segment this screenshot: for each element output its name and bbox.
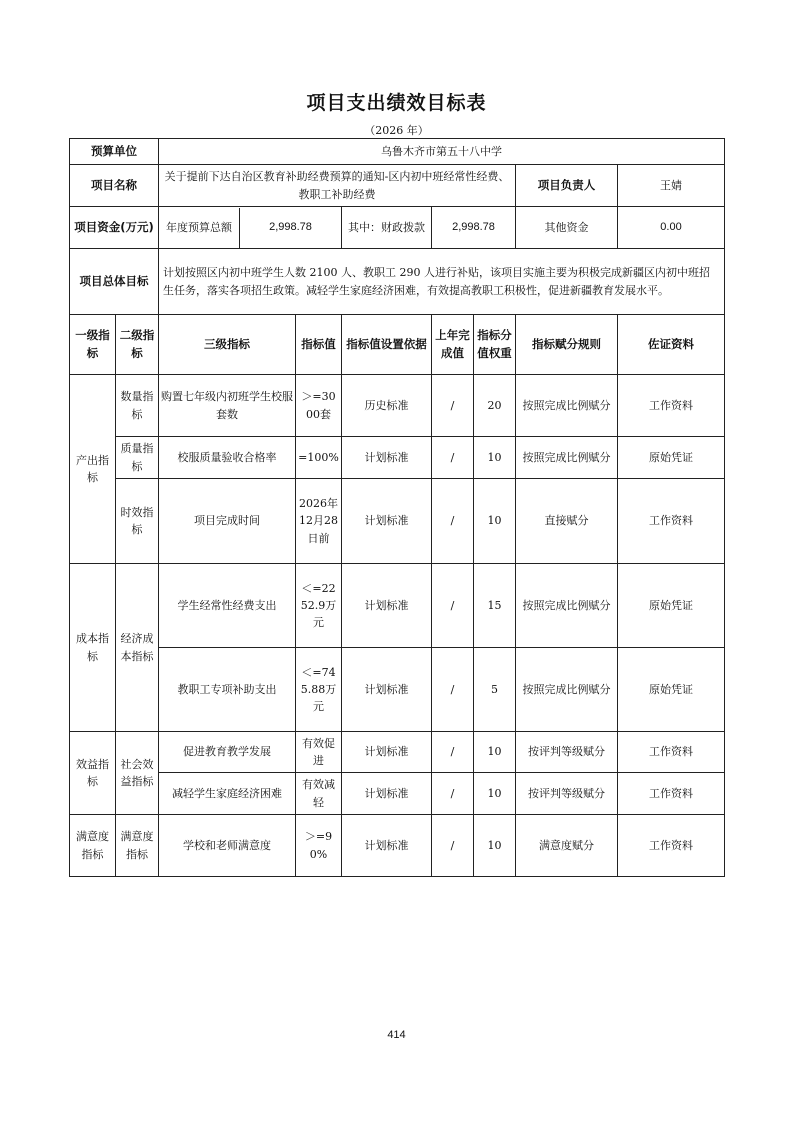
- row-basis: 计划标准: [342, 564, 432, 648]
- funds-row: [70, 207, 725, 249]
- row-rule: 按评判等级赋分: [516, 773, 618, 815]
- funds-fiscal-label: 其中：财政拨款: [342, 207, 432, 249]
- row-last: /: [432, 648, 474, 732]
- funds-fiscal-value: 2,998.78: [432, 207, 516, 249]
- row-last: /: [432, 564, 474, 648]
- funds-annual-label: 年度预算总额: [159, 208, 240, 248]
- row-lvl3: 购置七年级内初班学生校服套数: [159, 375, 296, 437]
- row-rule: 按评判等级赋分: [516, 732, 618, 773]
- row-value: ＜=2252.9万元: [296, 564, 342, 648]
- unit-value: 乌鲁木齐市第五十八中学: [159, 139, 725, 165]
- row-rule: 按照完成比例赋分: [516, 564, 618, 648]
- row-evidence: 工作资料: [618, 773, 725, 815]
- row-evidence: 原始凭证: [618, 437, 725, 479]
- project-name-value: 关于提前下达自治区教育补助经费预算的通知-区内初中班经常性经费、教职工补助经费: [159, 165, 516, 207]
- row-evidence: 工作资料: [618, 375, 725, 437]
- header-lvl1: 一级指标: [70, 315, 116, 375]
- row-rule: 满意度赋分: [516, 815, 618, 877]
- group-output: 产出指标: [70, 375, 116, 564]
- row-value: =100%: [296, 437, 342, 479]
- row-value: 2026年12月28日前: [296, 479, 342, 564]
- row-last: /: [432, 479, 474, 564]
- table-row: [70, 564, 725, 648]
- project-owner-value: 王婧: [618, 165, 725, 207]
- performance-table: [69, 138, 725, 877]
- row-lvl3: 教职工专项补助支出: [159, 648, 296, 732]
- row-last: /: [432, 773, 474, 815]
- table-row: [70, 479, 725, 564]
- header-basis: 指标值设置依据: [342, 315, 432, 375]
- row-basis: 计划标准: [342, 479, 432, 564]
- project-owner-label: 项目负责人: [516, 165, 618, 207]
- row-lvl3: 促进教育教学发展: [159, 732, 296, 773]
- subgroup-timeliness: 时效指标: [116, 479, 159, 564]
- row-lvl3: 减轻学生家庭经济困难: [159, 773, 296, 815]
- project-name-label: 项目名称: [70, 165, 159, 207]
- subgroup-social-benefit: 社会效益指标: [116, 732, 159, 815]
- project-row: [70, 165, 725, 207]
- row-rule: 按照完成比例赋分: [516, 437, 618, 479]
- row-rule: 直接赋分: [516, 479, 618, 564]
- table-row: [70, 773, 725, 815]
- row-weight: 10: [474, 815, 516, 877]
- subgroup-economic-cost: 经济成本指标: [116, 564, 159, 732]
- goal-row: [70, 249, 725, 315]
- table-row: [70, 375, 725, 437]
- row-value: 有效促进: [296, 732, 342, 773]
- row-value: ＜=745.88万元: [296, 648, 342, 732]
- table-row: [70, 648, 725, 732]
- row-basis: 计划标准: [342, 648, 432, 732]
- row-evidence: 原始凭证: [618, 648, 725, 732]
- funds-other-label: 其他资金: [516, 207, 618, 249]
- subgroup-quantity: 数量指标: [116, 375, 159, 437]
- group-cost: 成本指标: [70, 564, 116, 732]
- group-benefit: 效益指标: [70, 732, 116, 815]
- header-row: [70, 315, 725, 375]
- row-last: /: [432, 815, 474, 877]
- header-evidence: 佐证资料: [618, 315, 725, 375]
- table-row: [70, 815, 725, 877]
- row-rule: 按照完成比例赋分: [516, 375, 618, 437]
- row-weight: 10: [474, 479, 516, 564]
- row-weight: 5: [474, 648, 516, 732]
- row-basis: 历史标准: [342, 375, 432, 437]
- row-lvl3: 学生经常性经费支出: [159, 564, 296, 648]
- row-evidence: 原始凭证: [618, 564, 725, 648]
- year-label: （2026 年）: [364, 124, 429, 137]
- header-weight: 指标分值权重: [474, 315, 516, 375]
- row-value: ＞=90%: [296, 815, 342, 877]
- row-basis: 计划标准: [342, 437, 432, 479]
- table-row: [70, 732, 725, 773]
- row-basis: 计划标准: [342, 773, 432, 815]
- page-title: 项目支出绩效目标表: [306, 92, 487, 114]
- row-lvl3: 校服质量验收合格率: [159, 437, 296, 479]
- page-number: 414: [387, 1029, 406, 1041]
- row-weight: 10: [474, 437, 516, 479]
- row-last: /: [432, 732, 474, 773]
- subgroup-quality: 质量指标: [116, 437, 159, 479]
- row-evidence: 工作资料: [618, 732, 725, 773]
- row-weight: 10: [474, 773, 516, 815]
- group-satisfaction: 满意度指标: [70, 815, 116, 877]
- row-evidence: 工作资料: [618, 479, 725, 564]
- funds-other-value: 0.00: [618, 207, 725, 249]
- table-row: [70, 437, 725, 479]
- header-lvl2: 二级指标: [116, 315, 159, 375]
- row-weight: 20: [474, 375, 516, 437]
- goal-label: 项目总体目标: [70, 249, 159, 315]
- row-weight: 15: [474, 564, 516, 648]
- unit-label: 预算单位: [70, 139, 159, 165]
- header-value: 指标值: [296, 315, 342, 375]
- row-last: /: [432, 375, 474, 437]
- row-rule: 按照完成比例赋分: [516, 648, 618, 732]
- row-value: ＞=3000套: [296, 375, 342, 437]
- funds-annual-cell: [159, 207, 342, 249]
- header-last: 上年完成值: [432, 315, 474, 375]
- header-lvl3: 三级指标: [159, 315, 296, 375]
- subgroup-satisfaction: 满意度指标: [116, 815, 159, 877]
- unit-row: [70, 139, 725, 165]
- funds-annual-value: 2,998.78: [269, 220, 312, 233]
- row-lvl3: 学校和老师满意度: [159, 815, 296, 877]
- row-value: 有效减轻: [296, 773, 342, 815]
- header-rule: 指标赋分规则: [516, 315, 618, 375]
- row-weight: 10: [474, 732, 516, 773]
- row-lvl3: 项目完成时间: [159, 479, 296, 564]
- funds-label: 项目资金(万元): [70, 207, 159, 249]
- row-last: /: [432, 437, 474, 479]
- goal-text: 计划按照区内初中班学生人数 2100 人、教职工 290 人进行补贴，该项目实施主要为积极完成新疆区内初中班招生任务，落实各项招生政策。减轻学生家庭经济困难，有效提高教职工积极性，促进新疆教育发展水平。: [159, 249, 725, 315]
- row-evidence: 工作资料: [618, 815, 725, 877]
- row-basis: 计划标准: [342, 732, 432, 773]
- row-basis: 计划标准: [342, 815, 432, 877]
